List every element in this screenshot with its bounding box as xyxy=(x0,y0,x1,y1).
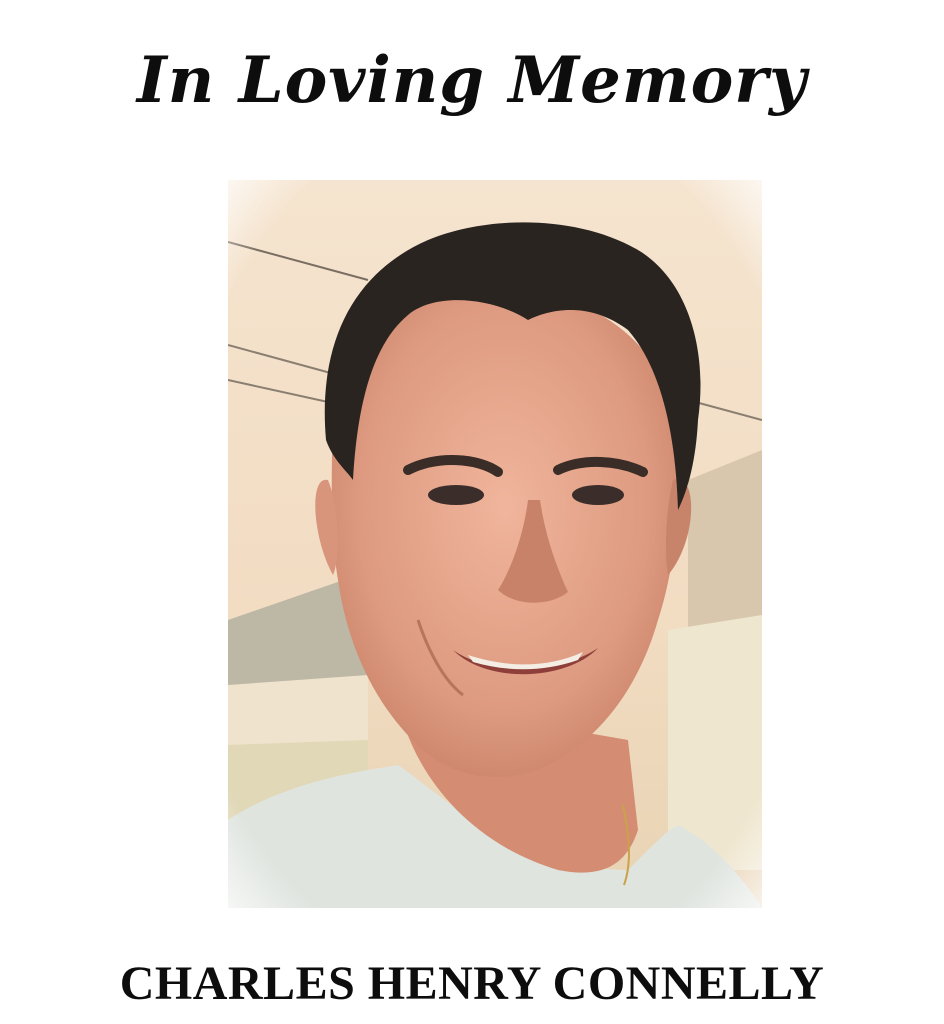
portrait-photo xyxy=(228,180,762,908)
portrait-illustration xyxy=(228,180,762,908)
memorial-heading: In Loving Memory xyxy=(136,43,808,118)
deceased-name: CHARLES HENRY CONNELLY xyxy=(119,957,825,1010)
